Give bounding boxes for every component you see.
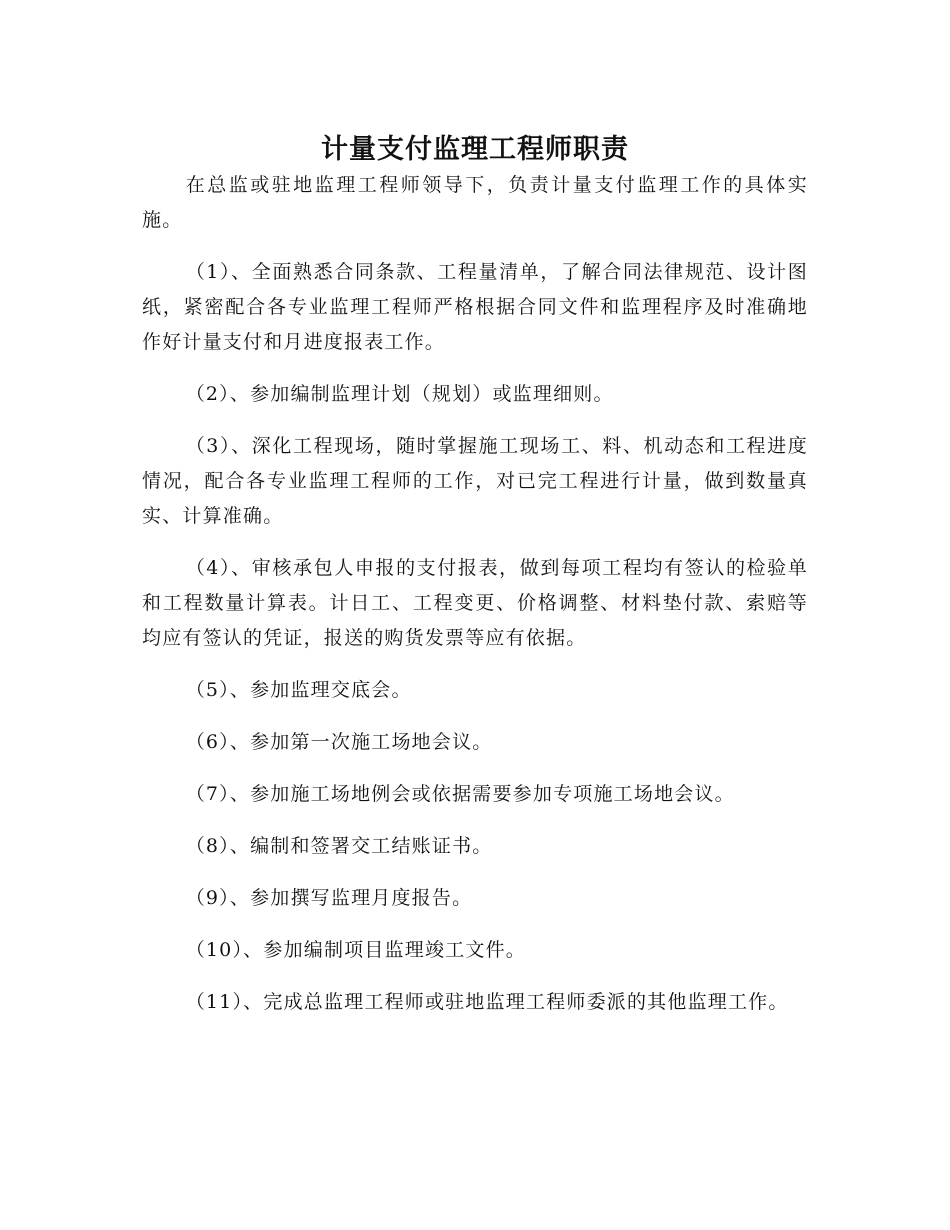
duty-item-2: （2）、参加编制监理计划（规划）或监理细则。 <box>185 383 614 405</box>
duty-item-10: （10）、参加编制项目监理竣工文件。 <box>185 939 526 961</box>
document-body <box>142 168 808 1037</box>
duty-item-6: （6）、参加第一次施工场地会议。 <box>185 731 493 753</box>
duty-item-9: （9）、参加撰写监理月度报告。 <box>185 887 473 909</box>
duty-item-5: （5）、参加监理交底会。 <box>185 679 412 701</box>
duty-item-1: （1）、全面熟悉合同条款、工程量清单，了解合同法律规范、设计图纸，紧密配合各专业监理工程师严格根据合同文件和监理程序及时准确地作好计量支付和月进度报表工作。 <box>142 261 808 353</box>
duty-item-3: （3）、深化工程现场，随时掌握施工现场工、料、机动态和工程进度情况，配合各专业监理工程师的工作，对已完工程进行计量，做到数量真实、计算准确。 <box>142 435 808 527</box>
document-title: 计量支付监理工程师职责 <box>321 134 629 166</box>
duty-item-11: （11）、完成总监理工程师或驻地监理工程师委派的其他监理工作。 <box>185 991 789 1013</box>
intro-paragraph: 在总监或驻地监理工程师领导下，负责计量支付监理工作的具体实施。 <box>142 174 808 231</box>
duty-item-7: （7）、参加施工场地例会或依据需要参加专项施工场地会议。 <box>185 783 735 805</box>
duty-item-8: （8）、编制和签署交工结账证书。 <box>185 835 493 857</box>
duty-item-4: （4）、审核承包人申报的支付报表，做到每项工程均有签认的检验单和工程数量计算表。计日工、工程变更、价格调整、材料垫付款、索赔等均应有签认的凭证，报送的购货发票等应有依据。 <box>142 557 808 649</box>
